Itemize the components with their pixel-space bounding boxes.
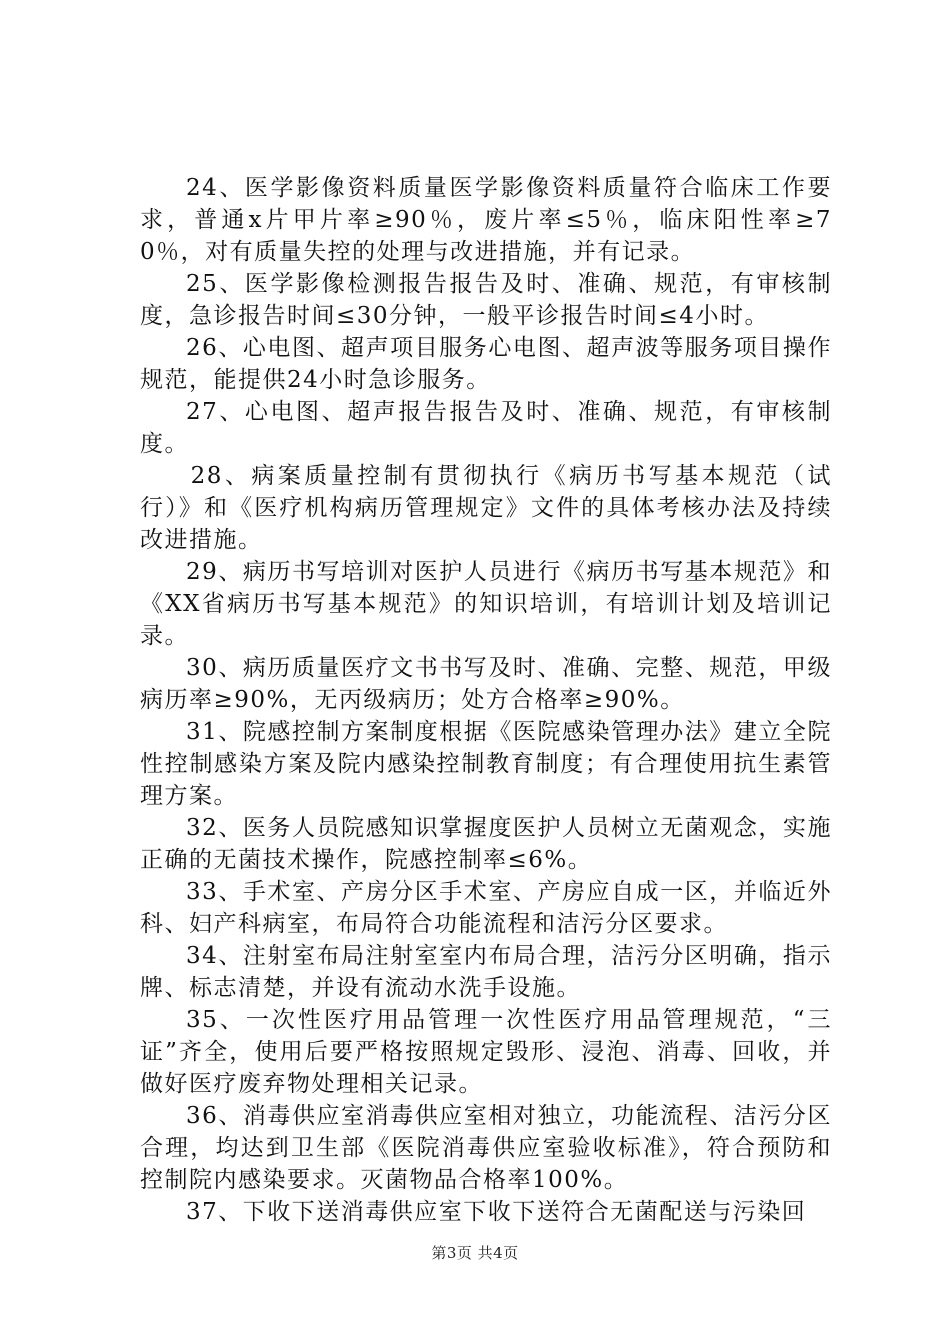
paragraph-28: 28、病案质量控制有贯彻执行《病历书写基本规范（试行）》和《医疗机构病历管理规定》文件的具体考核办法及持续改进措施。 [140, 463, 832, 553]
document-body [140, 172, 832, 1228]
paragraph-30: 30、病历质量医疗文书书写及时、准确、完整、规范，甲级病历率≥90%，无丙级病历；处方合格率≥90%。 [140, 655, 832, 713]
paragraph-34: 34、注射室布局注射室室内布局合理，洁污分区明确，指示牌、标志清楚，并设有流动水洗手设施。 [140, 943, 832, 1001]
paragraph-35: 35、一次性医疗用品管理一次性医疗用品管理规范，“三证”齐全，使用后要严格按照规定毁形、浸泡、消毒、回收，并做好医疗废弃物处理相关记录。 [140, 1007, 832, 1097]
paragraph-29: 29、病历书写培训对医护人员进行《病历书写基本规范》和《XX省病历书写基本规范》的知识培训，有培训计划及培训记录。 [140, 559, 832, 649]
paragraph-32: 32、医务人员院感知识掌握度医护人员树立无菌观念，实施正确的无菌技术操作，院感控制率≤6%。 [140, 815, 832, 873]
paragraph-31: 31、院感控制方案制度根据《医院感染管理办法》建立全院性控制感染方案及院内感染控制教育制度；有合理使用抗生素管理方案。 [140, 719, 832, 809]
paragraph-27: 27、心电图、超声报告报告及时、准确、规范，有审核制度。 [140, 399, 832, 457]
paragraph-25: 25、医学影像检测报告报告及时、准确、规范，有审核制度，急诊报告时间≤30分钟，一般平诊报告时间≤4小时。 [140, 271, 832, 329]
paragraph-24: 24、医学影像资料质量医学影像资料质量符合临床工作要求，普通x片甲片率≥90％，废片率≤5％，临床阳性率≥70％，对有质量失控的处理与改进措施，并有记录。 [140, 175, 832, 265]
paragraph-33: 33、手术室、产房分区手术室、产房应自成一区，并临近外科、妇产科病室，布局符合功能流程和洁污分区要求。 [140, 879, 832, 937]
page-number-label: 第3页 共4页 [431, 1244, 519, 1262]
paragraph-36: 36、消毒供应室消毒供应室相对独立，功能流程、洁污分区合理，均达到卫生部《医院消毒供应室验收标准》，符合预防和控制院内感染要求。灭菌物品合格率100%。 [140, 1103, 832, 1193]
paragraph-37: 37、下收下送消毒供应室下收下送符合无菌配送与污染回 [186, 1199, 807, 1225]
paragraph-26: 26、心电图、超声项目服务心电图、超声波等服务项目操作规范，能提供24小时急诊服务。 [140, 335, 832, 393]
page-footer [0, 1243, 950, 1263]
